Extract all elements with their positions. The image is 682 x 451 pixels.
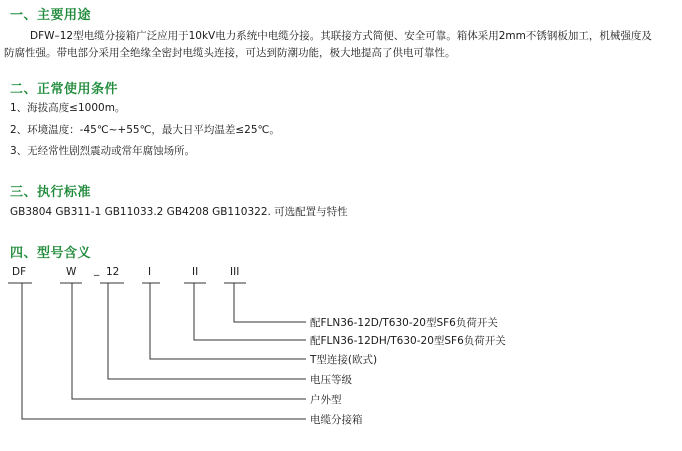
label-outdoor: 户外型 — [310, 394, 342, 406]
label-cable-branch-box: 电缆分接箱 — [310, 414, 363, 426]
leader-i — [150, 283, 306, 359]
purpose-line-2: 防腐性强。带电部分采用全绝缘全密封电缆头连接，可达到防潮功能，极大地提高了供电可靠性。 — [4, 47, 456, 59]
code-w: W — [66, 266, 77, 278]
leader-ii — [194, 283, 306, 340]
leader-w — [72, 283, 306, 399]
code-ii: II — [192, 266, 199, 278]
label-fln36-12d: 配FLN36-12D/T630-20型SF6负荷开关 — [310, 317, 498, 329]
label-fln36-12dh: 配FLN36-12DH/T630-20型SF6负荷开关 — [310, 335, 506, 347]
section-heading-standards: 三、执行标准 — [10, 185, 92, 200]
section-heading-conditions: 二、正常使用条件 — [10, 82, 119, 97]
code-i: I — [148, 266, 152, 278]
section-heading-purpose: 一、主要用途 — [10, 8, 92, 23]
purpose-line-1: DFW–12型电缆分接箱广泛应用于10kV电力系统中电缆分接。其联接方式简便、安全可靠。箱体采用2mm不锈钢板加工，机械强度及 — [30, 30, 652, 42]
code-12: 12 — [106, 266, 120, 278]
code-df: DF — [12, 266, 27, 278]
standards-line: GB3804 GB311-1 GB11033.2 GB4208 GB110322. 可选配置与特性 — [10, 206, 348, 218]
condition-line-2: 2、环境温度：-45℃~+55℃，最大日平均温差≤25℃。 — [10, 124, 280, 136]
code-separator: _ — [94, 264, 100, 276]
condition-line-3: 3、无经常性剧烈震动或常年腐蚀场所。 — [10, 145, 196, 157]
leader-iii — [234, 283, 306, 322]
leader-12 — [108, 283, 306, 379]
condition-line-1: 1、海拔高度≤1000m。 — [10, 102, 126, 114]
label-t-connection: T型连接(欧式) — [310, 354, 378, 366]
label-voltage-level: 电压等级 — [310, 374, 352, 386]
code-iii: III — [230, 266, 240, 278]
section-heading-model-meaning: 四、型号含义 — [10, 246, 92, 261]
